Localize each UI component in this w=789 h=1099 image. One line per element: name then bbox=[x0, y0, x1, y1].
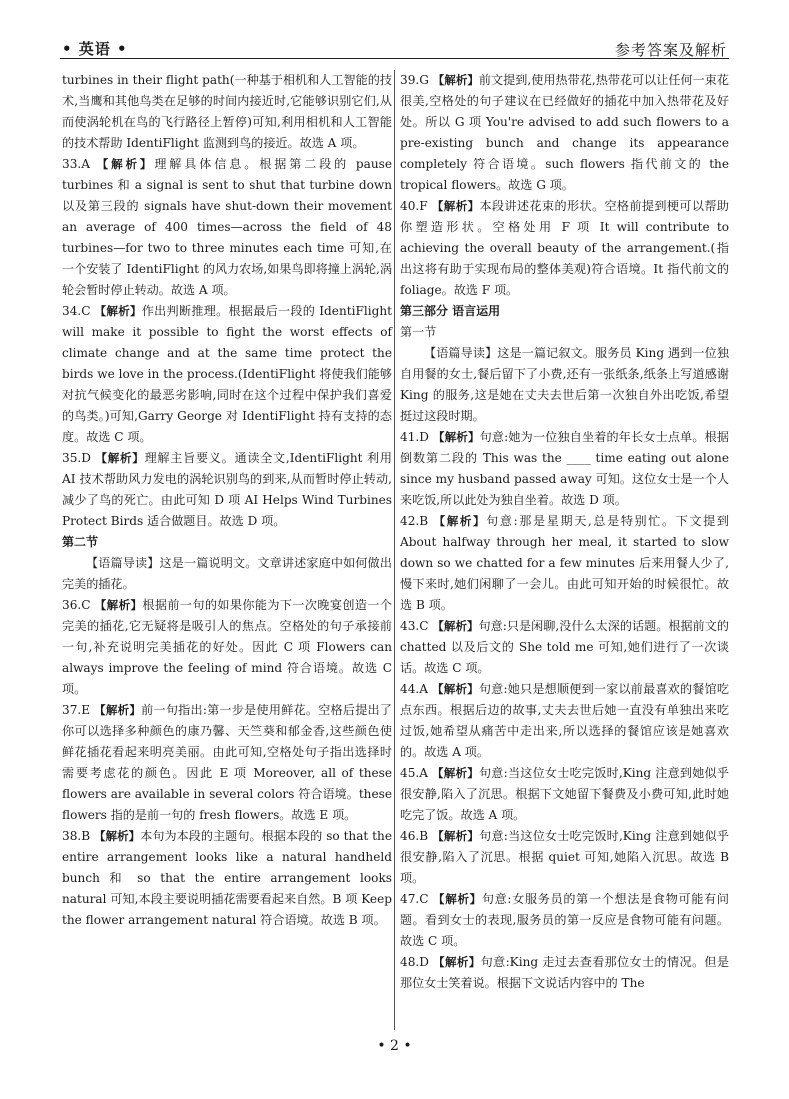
passage-intro: 【语篇导读】这是一篇记叙文。服务员 King 遇到一位独自用餐的女士,餐后留下了小费,还有一张纸条,纸条上写道感谢 King 的服务,这是她在丈夫去世后第一次独自外出吃饭,希望挺过这段时期。 bbox=[400, 346, 729, 423]
item-answer: B bbox=[419, 514, 429, 528]
analysis-text: 根据前一句的如果你能为下一次晚宴创造一个完美的插花,它无疑将是吸引人的焦点。空格处的句子承接前一句,补充说明完美插花的好处。因此 C 项 Flowers can always improve the feeling of mind 符合语境。故选 C 项。 bbox=[62, 598, 392, 696]
item-number: 42. bbox=[400, 514, 420, 528]
answer-item bbox=[62, 700, 392, 826]
item-number: 39. bbox=[400, 73, 420, 87]
item-number: 35. bbox=[62, 451, 82, 465]
analysis-tag: 【解析】 bbox=[432, 73, 479, 87]
item-answer: C bbox=[81, 304, 91, 318]
analysis-text: 前文提到,使用热带花,热带花可以让任何一束花很美,空格处的句子建议在已经做好的插花中加入热带花及好处。所以 G 项 You're advised to add such flowers to a pre-existing bunch and change its appearance completely 符合语境。such flowers 指代前文的 the tropical flowers。故选 G 项。 bbox=[400, 73, 729, 192]
answer-item bbox=[400, 196, 729, 301]
page-header bbox=[60, 22, 729, 59]
item-number: 38. bbox=[62, 829, 82, 843]
item-number: 34. bbox=[62, 304, 82, 318]
item-answer: G bbox=[419, 73, 429, 87]
analysis-text: 句意:女服务员的第一个想法是食物可能有问题。看到女士的表现,服务员的第一反应是食物可能有问题。故选 C 项。 bbox=[400, 892, 729, 948]
item-answer: B bbox=[419, 829, 429, 843]
answer-item bbox=[400, 427, 729, 511]
analysis-tag: 【解析】 bbox=[94, 598, 143, 612]
analysis-tag: 【解析】 bbox=[94, 304, 142, 318]
analysis-text: 句意:King 走过去查看那位女士的情况。但是那位女士笑着说。根据下文说话内容中的 The bbox=[400, 955, 729, 990]
item-answer: A bbox=[419, 682, 428, 696]
item-answer: A bbox=[81, 157, 90, 171]
section-heading: 第三部分 语言运用 bbox=[400, 304, 501, 318]
analysis-tag: 【解析】 bbox=[432, 619, 479, 633]
analysis-tag: 【解析】 bbox=[432, 682, 479, 696]
item-answer: E bbox=[81, 703, 91, 717]
right-column bbox=[400, 70, 729, 994]
item-number: 41. bbox=[400, 430, 420, 444]
section-heading: 第二节 bbox=[62, 535, 99, 549]
analysis-tag: 【解析】 bbox=[94, 829, 141, 843]
answer-item bbox=[400, 511, 729, 616]
column-divider bbox=[394, 70, 395, 1030]
analysis-text: 理解主旨要义。通读全文,IdentiFlight 利用 AI 技术帮助风力发电的涡轮识别鸟的到来,从而暂时停止转动,减少了鸟的死亡。由此可知 D 项 AI Helps Wind Turbines Protect Birds 适合做题目。故选 D 项。 bbox=[62, 451, 393, 528]
analysis-text: 作出判断推理。根据最后一段的 IdentiFlight will make it possible to fight the worst effects of climate change and at the same time protect the birds we love in the process.(IdentiFlight 将使我们能够对抗气候变化的最恶劣影响,同时在这个过程中保护我们喜爱的鸟类。)可知,Garry George 对 IdentiFlight 持有支持的态度。故选 C 项。 bbox=[62, 304, 392, 444]
answer-item bbox=[400, 763, 729, 826]
passage-intro: 【语篇导读】这是一篇说明文。文章讲述家庭中如何做出完美的插花。 bbox=[62, 556, 392, 591]
continued-text: turbines in their flight path(一种基于相机和人工智能的技术,当鹰和其他鸟类在足够的时间内接近时,它能够识别它们,从而使涡轮机在鸟的飞行路径上暂停)可知,利用相机和人工智能的技术帮助 IdentiFlight 监测到鸟的接近。故选 A 项。 bbox=[62, 73, 392, 150]
analysis-tag: 【解析】 bbox=[432, 766, 479, 780]
page-number: • 2 • bbox=[377, 1038, 412, 1054]
answer-item bbox=[62, 595, 392, 700]
item-number: 47. bbox=[400, 892, 420, 906]
analysis-text: 句意:那是星期天,总是特别忙。下文提到 About halfway through her meal, it started to slow down so we chatted for a few minutes 后来用餐人少了,慢下来时,她们闲聊了一会儿。由此可知开始的时候很忙。故选 B 项。 bbox=[400, 514, 730, 612]
item-answer: C bbox=[419, 619, 429, 633]
answer-item bbox=[400, 952, 729, 994]
header-title: 参考答案及解析 bbox=[614, 41, 727, 59]
item-answer: D bbox=[419, 430, 429, 444]
answer-item bbox=[400, 826, 729, 889]
analysis-text: 句意:当这位女士吃完饭时,King 注意到她似乎很安静,陷入了沉思。根据下文她留下餐费及小费可知,此时她吃完了饭。故选 A 项。 bbox=[400, 766, 729, 822]
item-answer: A bbox=[419, 766, 428, 780]
analysis-tag: 【解析】 bbox=[433, 955, 481, 969]
analysis-text: 理解具体信息。根据第二段的 pause turbines 和 a signal is sent to shut that turbine down 以及第三段的 signals have shut-down their movement an average of 400 times—across the field of 48 turbines—for two to three minutes each time 可知,在一个安装了 IdentiFlight 的风力农场,如果鸟即将撞上涡轮,涡轮会暂时停止转动。故选 A 项。 bbox=[62, 157, 393, 297]
answer-item bbox=[400, 70, 729, 196]
analysis-tag: 【解析】 bbox=[433, 514, 487, 528]
analysis-text: 句意:当这位女士吃完饭时,King 注意到她似乎很安静,陷入了沉思。根据 quiet 可知,她陷入沉思。故选 B 项。 bbox=[400, 829, 729, 885]
answer-item bbox=[62, 301, 392, 448]
answer-item bbox=[400, 616, 729, 679]
item-number: 40. bbox=[400, 199, 420, 213]
analysis-text: 本句为本段的主题句。根据本段的 so that the entire arrangement looks like a natural handheld bunch 和 so that the entire arrangement looks natural 可知,本段主要说明插花需要看起来自然。B 项 Keep the flower arrangement natural 符合语境。故选 B 项。 bbox=[62, 829, 392, 927]
item-answer: F bbox=[419, 199, 428, 213]
item-number: 43. bbox=[400, 619, 420, 633]
analysis-text: 前一句指出:第一步是使用鲜花。空格后提出了你可以选择多种颜色的康乃馨、天竺葵和郁金香,这些颜色使鲜花插花看起来明亮美丽。由此可知,空格处句子指出选择时需要考虑花的颜色。因此 E 项 Moreover, all of these flowers are available in several colors 符合语境。these flowers 指的是前一句的 fresh flowers。故选 E 项。 bbox=[62, 703, 392, 822]
subsection-heading: 第一节 bbox=[400, 325, 437, 339]
answer-item bbox=[400, 679, 729, 763]
analysis-text: 句意:她为一位独自坐着的年长女士点单。根据倒数第二段的 This was the ____ time eating out alone since my husband passed away 可知。这位女士是一个人来吃饭,所以此处为独自坐着。故选 D 项。 bbox=[400, 430, 729, 507]
left-column bbox=[62, 70, 392, 931]
item-answer: C bbox=[419, 892, 429, 906]
analysis-tag: 【解析】 bbox=[432, 430, 480, 444]
answer-item bbox=[62, 154, 392, 301]
item-number: 37. bbox=[62, 703, 82, 717]
item-number: 45. bbox=[400, 766, 420, 780]
analysis-text: 句意:她只是想顺便到一家以前最喜欢的餐馆吃点东西。根据后边的故事,丈夫去世后她一直没有单独出来吃过饭,她希望从痛苦中走出来,所以选择的餐馆应该是她喜欢的。故选 A 项。 bbox=[400, 682, 730, 759]
item-number: 33. bbox=[62, 157, 82, 171]
analysis-tag: 【解析】 bbox=[95, 451, 145, 465]
analysis-tag: 【解析】 bbox=[432, 829, 480, 843]
item-answer: C bbox=[81, 598, 91, 612]
analysis-tag: 【解析】 bbox=[94, 703, 142, 717]
item-number: 48. bbox=[400, 955, 420, 969]
answer-item bbox=[62, 826, 392, 931]
item-answer: D bbox=[81, 451, 91, 465]
item-number: 44. bbox=[400, 682, 420, 696]
analysis-tag: 【解析】 bbox=[433, 892, 482, 906]
analysis-text: 句意:只是闲聊,没什么太深的话题。根据前文的 chatted 以及后文的 She told me 可知,她们进行了一次谈话。故选 C 项。 bbox=[400, 619, 730, 675]
subject-label: • 英语 • bbox=[62, 40, 128, 58]
analysis-tag: 【解析】 bbox=[431, 199, 480, 213]
item-number: 46. bbox=[400, 829, 420, 843]
analysis-text: 本段讲述花束的形状。空格前提到梗可以帮助你塑造形状。空格处用 F 项 It will contribute to achieving the overall beauty of the arrangement.(指出这将有助于实现布局的整体美观)符合语境。It 指代前文的 foliage。故选 F 项。 bbox=[400, 199, 729, 297]
item-answer: B bbox=[81, 829, 91, 843]
answer-item bbox=[62, 448, 392, 532]
answer-item bbox=[400, 889, 729, 952]
item-number: 36. bbox=[62, 598, 82, 612]
item-answer: D bbox=[419, 955, 429, 969]
analysis-tag: 【解析】 bbox=[96, 157, 155, 171]
